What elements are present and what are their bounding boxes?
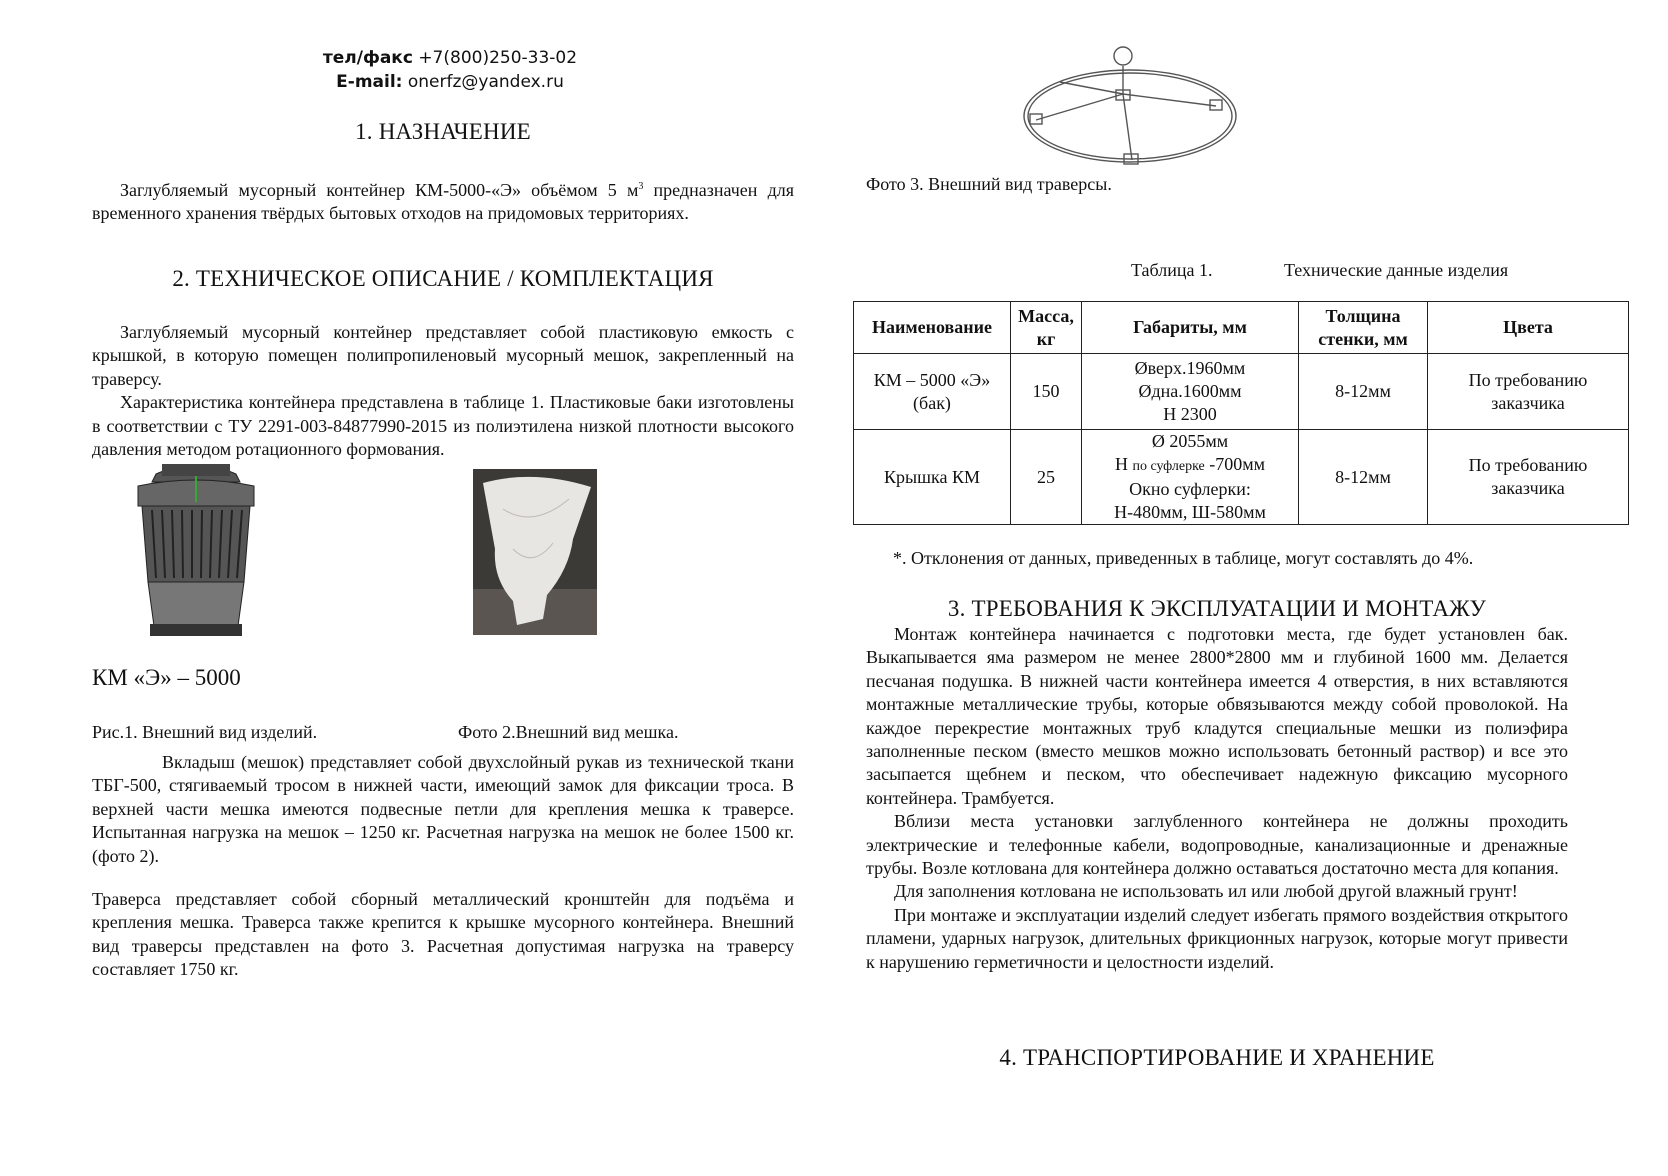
section-1-title: 1. НАЗНАЧЕНИЕ	[355, 119, 531, 144]
figure-1-caption: Рис.1. Внешний вид изделий.	[92, 722, 318, 742]
col-header-mass: Масса, кг	[1011, 302, 1082, 354]
section-2-body	[92, 321, 794, 461]
section-3-p1: Монтаж контейнера начинается с подготовки места, где будет установлен бак. Выкапывается яма размером не менее 2800*2800 мм и глубиной 1600 мм. Делается песчаная подушка. В нижней части контейнера имеется 4 отверстия, в них вставляются монтажные металлические трубы, которые обвязываются между собой проволокой. На каждое перекрестие монтажных труб кладутся специальные мешки из полиэфира заполненные песком (вместо мешков можно использовать бетонный раствор) и все это засыпается щебнем и песком, что обеспечивает надежную фиксацию мусорного контейнера. Трамбуется.	[866, 624, 1568, 808]
row1-dims	[1082, 354, 1299, 430]
col-header-name: Наименование	[854, 302, 1011, 354]
contact-block	[240, 46, 660, 94]
row2-wall: 8-12мм	[1299, 430, 1428, 525]
section-3-p4: При монтаже и эксплуатации изделий следует избегать прямого воздействия открытого пламени, ударных нагрузок, длительных фрикционных нагрузок, которые могут привести к нарушению герметичности и целостности изделий.	[866, 904, 1568, 972]
row2-dims-h-a: Н	[1114, 454, 1133, 474]
section-2-p4: Траверса представляет собой сборный металлический кронштейн для подъёма и крепления мешка. Траверса также крепится к крышке мусорного контейнера. Внешний вид траверсы представлен на фото 3. Расчетная допустимая нагрузка на траверсу составляет 1750 кг.	[92, 889, 794, 980]
traverse-photo	[1020, 42, 1240, 174]
table-row	[854, 354, 1629, 430]
col-header-wall: Толщина стенки, мм	[1299, 302, 1428, 354]
row2-dims	[1082, 430, 1299, 525]
row2-dims-h-b: -700мм	[1204, 454, 1266, 474]
email-line	[240, 70, 660, 94]
email-address: onerfz@yandex.ru	[407, 72, 564, 92]
table-header-row	[854, 302, 1629, 354]
section-2-p4-block	[92, 888, 794, 982]
row1-color: По требованию заказчика	[1428, 354, 1629, 430]
row1-dims-line1: Øверх.1960мм	[1134, 358, 1246, 378]
section-1-text-b: предназначен для временного хранения твёрдых бытовых отходов на придомовых территориях.	[92, 180, 794, 224]
row2-color: По требованию заказчика	[1428, 430, 1629, 525]
row2-dims-line2	[1086, 453, 1294, 478]
section-2-p3-block	[92, 751, 794, 868]
phone-line	[240, 46, 660, 70]
section-2-p1: Заглубляемый мусорный контейнер представляет собой пластиковую емкость с крышкой, в которую помещен полипропиленовый мусорный мешок, закрепленный на траверсу.	[92, 322, 794, 389]
bag-photo	[473, 469, 597, 635]
section-2-p2: Характеристика контейнера представлена в таблице 1. Пластиковые баки изготовлены в соответствии с ТУ 2291-003-84877990-2015 из полиэтилена низкой плотности высокого давления методом ротационного формования.	[92, 392, 794, 460]
table-row	[854, 430, 1629, 525]
row2-dims-line3: Окно суфлерки:	[1129, 479, 1251, 499]
section-1-text-a: Заглубляемый мусорный контейнер КМ-5000-«Э» объёмом 5 м	[120, 180, 639, 200]
figure-2-caption: Фото 2.Внешний вид мешка.	[458, 722, 679, 742]
section-3-p3: Для заполнения котлована не использовать ил или любой другой влажный грунт!	[894, 881, 1518, 902]
spec-table	[853, 301, 1629, 525]
row1-name: КМ – 5000 «Э» (бак)	[854, 354, 1011, 430]
product-label: КМ «Э» – 5000	[92, 665, 241, 690]
section-4-title: 4. ТРАНСПОРТИРОВАНИЕ И ХРАНЕНИЕ	[999, 1045, 1435, 1070]
section-1-text	[92, 175, 794, 226]
row2-mass: 25	[1011, 430, 1082, 525]
col-header-color: Цвета	[1428, 302, 1629, 354]
row2-dims-line4: Н-480мм, Ш-580мм	[1114, 502, 1266, 522]
row1-mass: 150	[1011, 354, 1082, 430]
container-image	[134, 462, 258, 638]
section-3-p2: Вблизи места установки заглубленного контейнера не должны проходить электрические и телефонные кабели, водопроводные, канализационные и дренажные трубы. Возле котлована для контейнера должно оставаться достаточно места для копания.	[866, 811, 1568, 879]
table-note: *. Отклонения от данных, приведенных в таблице, могут составлять до 4%.	[893, 548, 1474, 568]
email-label: E-mail:	[336, 72, 403, 92]
cubic-sup: 3	[638, 181, 644, 192]
row2-dims-line1: Ø 2055мм	[1151, 431, 1229, 451]
row2-name: Крышка КМ	[854, 430, 1011, 525]
row1-wall: 8-12мм	[1299, 354, 1428, 430]
phone-number: +7(800)250-33-02	[418, 48, 578, 68]
row2-dims-h-small: по суфлерке	[1132, 459, 1205, 474]
section-3-body	[866, 623, 1568, 974]
phone-label: тел/факс	[322, 48, 413, 68]
section-2-p3: Вкладыш (мешок) представляет собой двухслойный рукав из технической ткани ТБГ-500, стягиваемый тросом в нижней части, имеющий замок для фиксации троса. В верхней части мешка имеются подвесные петли для крепления мешка к траверсе. Испытанная нагрузка на мешок – 1250 кг. Расчетная нагрузка на мешок не более 1500 кг. (фото 2).	[92, 752, 794, 866]
section-2-title: 2. ТЕХНИЧЕСКОЕ ОПИСАНИЕ / КОМПЛЕКТАЦИЯ	[172, 266, 714, 291]
row1-dims-line2: Øдна.1600мм	[1138, 381, 1242, 401]
row1-dims-line3: Н 2300	[1163, 404, 1217, 424]
col-header-dims: Габариты, мм	[1082, 302, 1299, 354]
section-3-title: 3. ТРЕБОВАНИЯ К ЭКСПЛУАТАЦИИ И МОНТАЖУ	[947, 596, 1487, 621]
table-caption-number: Таблица 1.	[1131, 260, 1213, 280]
photo-3-caption: Фото 3. Внешний вид траверсы.	[866, 174, 1112, 194]
table-caption-title: Технические данные изделия	[1284, 260, 1509, 280]
